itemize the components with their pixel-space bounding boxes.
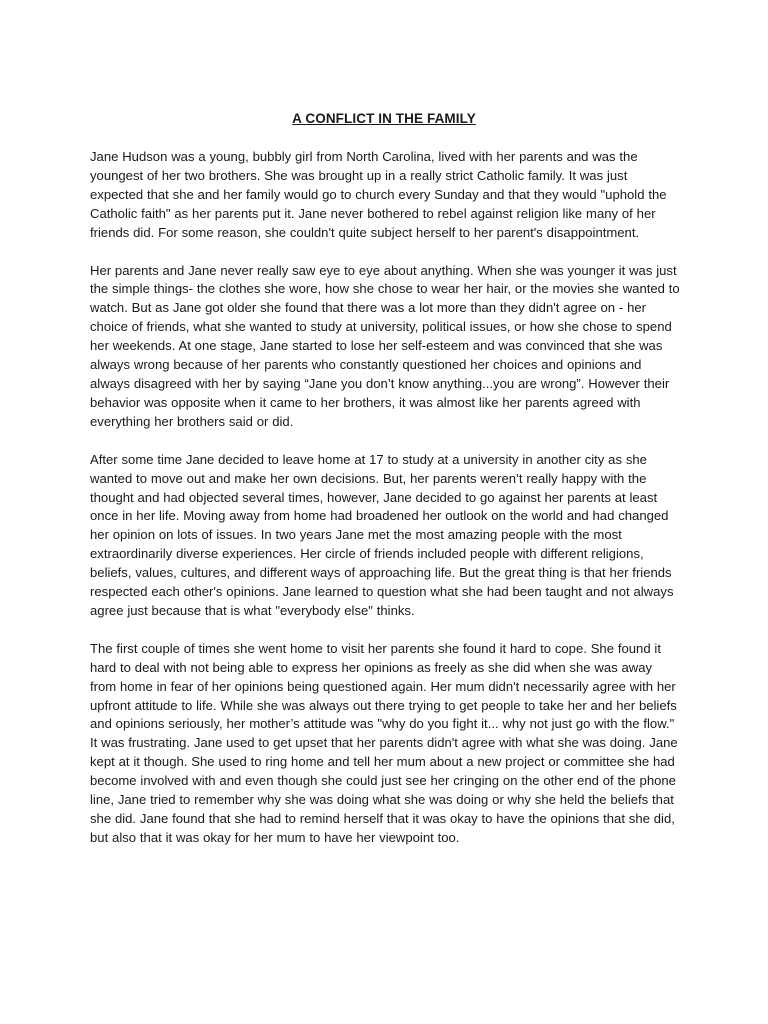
- document-title: A CONFLICT IN THE FAMILY: [292, 111, 476, 126]
- paragraph-1: Jane Hudson was a young, bubbly girl from North Carolina, lived with her parents and was the youngest of her two brothers. She was brought up in a really strict Catholic family. It was just expected that she and her family would go to church every Sunday and that they would "uphold the Catholic faith" as her parents put it. Jane never bothered to rebel against religion like many of her friends did. For some reason, she couldn't quite subject herself to her parent's disappointment.: [90, 149, 667, 240]
- paragraph-4: The first couple of times she went home to visit her parents she found it hard to cope. She found it hard to deal with not being able to express her opinions as freely as she did when she was away from home in fear of her opinions being questioned again. Her mum didn't necessarily agree with her upfront attitude to life. While she was always out there trying to get people to take her and her beliefs and opinions seriously, her mother’s attitude was "why do you fight it... why not just go with the flow." It was frustrating. Jane used to get upset that her parents didn't agree with what she was doing. Jane kept at it though. She used to ring home and tell her mum about a new project or committee she had become involved with and even though she could just see her cringing on the other end of the phone line, Jane tried to remember why she was doing what she was doing or why she held the beliefs that she did. Jane found that she had to remind herself that it was okay to have the opinions that she did, but also that it was okay for her mum to have her viewpoint too.: [90, 640, 678, 845]
- document-body: [90, 148, 682, 867]
- paragraph-2: Her parents and Jane never really saw eye to eye about anything. When she was younger it was just the simple things- the clothes she wore, how she chose to wear her hair, or the movies she wanted to watch. But as Jane got older she found that there was a lot more than they didn't agree on - her choice of friends, what she wanted to study at university, political issues, or how she chose to spend her weekends. At one stage, Jane started to lose her self-esteem and was convinced that she was always wrong because of her parents who constantly questioned her choices and opinions and always disagreed with her by saying “Jane you don’t know anything...you are wrong”. However their behavior was opposite when it came to her brothers, it was almost like her parents agreed with everything her brothers said or did.: [90, 262, 680, 429]
- paragraph-3: After some time Jane decided to leave home at 17 to study at a university in another city as she wanted to move out and make her own decisions. But, her parents weren’t really happy with the thought and had objected several times, however, Jane decided to go against her parents at least once in her life. Moving away from home had broadened her outlook on the world and had changed her opinion on lots of issues. In two years Jane met the most amazing people with the most extraordinarily diverse experiences. Her circle of friends included people with different religions, beliefs, values, cultures, and different ways of approaching life. But the great thing is that her friends respected each other's opinions. Jane learned to question what she had been taught and not always agree just because that is what "everybody else" thinks.: [90, 451, 674, 618]
